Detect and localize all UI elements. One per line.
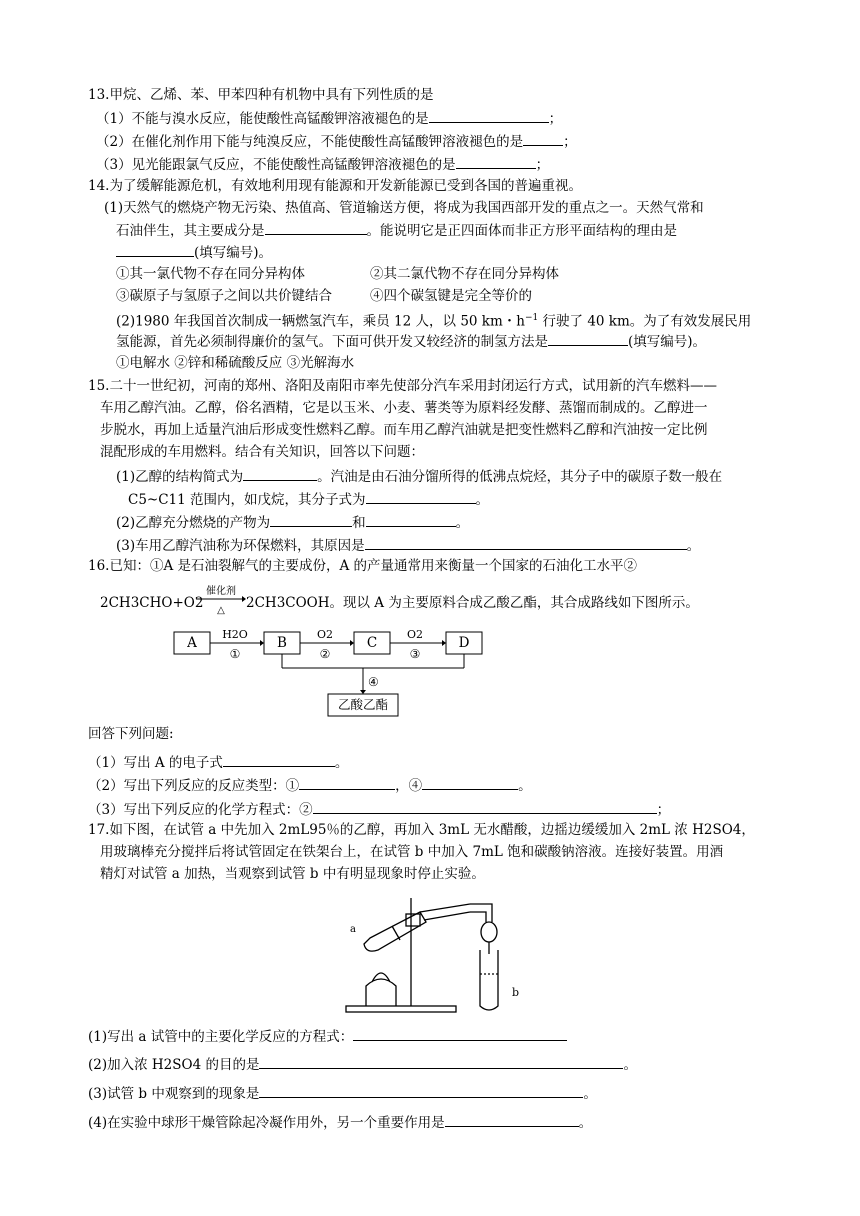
punct: ； bbox=[563, 134, 577, 150]
answer-blank[interactable] bbox=[259, 1083, 583, 1098]
text: 行驶了 40 km。为了有效发展民用 bbox=[538, 313, 752, 330]
reagent-3: O2 bbox=[406, 628, 424, 641]
q16-p2 bbox=[88, 775, 532, 795]
text: ，④ bbox=[395, 778, 423, 794]
reagent-2: O2 bbox=[316, 628, 334, 641]
text: 。汽油是由石油分馏所得的低沸点烷烃，其分子中的碳原子数一般在 bbox=[317, 469, 723, 485]
q15-p3 bbox=[116, 535, 700, 555]
text: C5~C11 范围内，如戊烷，其分子式为 bbox=[128, 492, 366, 508]
answer-blank[interactable] bbox=[243, 466, 317, 481]
answer-blank[interactable] bbox=[429, 108, 549, 123]
answer-blank[interactable] bbox=[223, 752, 335, 767]
q15-line3: 步脱水，再加上适量汽油后形成变性燃料乙醇。而车用乙醇汽油就是把变性燃料乙醇和汽油按一定比例 bbox=[100, 422, 708, 438]
node-ethyl-acetate: 乙酸乙酯 bbox=[337, 697, 388, 712]
text: 石油伴生，其主要成分是 bbox=[116, 223, 265, 239]
q14-p1-line1: (1)天然气的燃烧产物无污染、热值高、管道输送方便，将成为我国西部开发的重点之一。天然气常和 bbox=[104, 200, 704, 216]
answer-blank[interactable] bbox=[313, 799, 657, 814]
q13-title: 13.甲烷、乙烯、苯、甲苯四种有机物中具有下列性质的是 bbox=[88, 87, 434, 103]
text: 氢能源，首先必须制得廉价的氢气。下面可供开发又较经济的制氢方法是 bbox=[116, 334, 548, 350]
node-D: D bbox=[458, 635, 470, 651]
heat-symbol: △ bbox=[217, 605, 225, 616]
text: 。 bbox=[475, 492, 490, 508]
step-3: ③ bbox=[409, 647, 421, 661]
catalyst-label: 催化剂 bbox=[206, 586, 236, 597]
text: (2)加入浓 H2SO4 的目的是 bbox=[88, 1057, 260, 1073]
q14-option3: ③碳原子与氢原子之间以共价键结合 bbox=[116, 288, 332, 304]
q15-line2: 车用乙醇汽油。乙醇，俗名酒精，它是以玉米、小麦、薯类等为原料经发酵、蒸馏而制成的。乙醇进一 bbox=[100, 400, 708, 416]
q17-p3 bbox=[88, 1083, 597, 1103]
q14-option4: ④四个碳氢键是完全等价的 bbox=[370, 288, 532, 304]
q13-part1 bbox=[96, 108, 562, 128]
answer-blank[interactable] bbox=[270, 512, 352, 527]
q15-p1-line1 bbox=[116, 466, 722, 486]
q16-p1 bbox=[88, 752, 348, 772]
text: 。能说明它是正四面体而非正方形平面结构的理由是 bbox=[366, 223, 677, 239]
q17-p4 bbox=[88, 1112, 592, 1132]
text: (1)写出 a 试管中的主要化学反应的方程式： bbox=[88, 1029, 354, 1045]
tube-a-label: a bbox=[350, 924, 356, 935]
text: (填写编号)。 bbox=[628, 334, 707, 350]
punct: ； bbox=[535, 157, 550, 173]
step-4: ④ bbox=[368, 675, 379, 689]
answer-blank[interactable] bbox=[445, 1112, 579, 1127]
q15-p1-line2 bbox=[128, 489, 489, 509]
answer-blank[interactable] bbox=[523, 131, 563, 146]
q16-answer-prompt: 回答下列问题: bbox=[88, 726, 174, 742]
q16-eq-left: 2CH3CHO+O2 bbox=[100, 595, 204, 611]
text: （1）写出 A 的电子式 bbox=[88, 755, 223, 771]
q13-part1-text: （1）不能与溴水反应，能使酸性高锰酸钾溶液褪色的是 bbox=[96, 111, 429, 127]
answer-blank[interactable] bbox=[366, 512, 456, 527]
step-1: ① bbox=[229, 647, 241, 661]
answer-blank[interactable] bbox=[422, 775, 518, 790]
text: (2)乙醇充分燃烧的产物为 bbox=[116, 515, 271, 531]
answer-blank[interactable] bbox=[353, 1026, 567, 1041]
q16-p3 bbox=[88, 799, 670, 819]
answer-blank[interactable] bbox=[456, 154, 536, 169]
text: 。 bbox=[334, 755, 349, 771]
superscript: −1 bbox=[524, 313, 539, 323]
text: 和 bbox=[352, 515, 366, 531]
q14-title: 14.为了缓解能源危机，有效地利用现有能源和开发新能源已受到各国的普遍重视。 bbox=[88, 178, 582, 194]
text: (3)车用乙醇汽油称为环保燃料，其原因是 bbox=[116, 538, 365, 554]
tube-b-label: b bbox=[512, 986, 520, 999]
q14-p1-line3 bbox=[116, 242, 272, 262]
answer-blank[interactable] bbox=[366, 489, 476, 504]
q14-p2-options: ①电解水 ②锌和稀硫酸反应 ③光解海水 bbox=[116, 355, 355, 371]
esterification-apparatus-illustration bbox=[336, 888, 536, 1018]
answer-blank[interactable] bbox=[548, 331, 628, 346]
q14-p2-line2 bbox=[116, 331, 706, 351]
q17-line2: 用玻璃棒充分搅拌后将试管固定在铁架台上，在试管 b 中加入 7mL 饱和碳酸钠溶液。连接好装置。用酒 bbox=[100, 844, 724, 860]
q14-option1: ①其一氯代物不存在同分异构体 bbox=[116, 266, 305, 282]
q17-p1 bbox=[88, 1026, 567, 1046]
q17-line3: 精灯对试管 a 加热，当观察到试管 b 中有明显现象时停止实验。 bbox=[100, 866, 485, 882]
q15-line4: 混配形成的车用燃料。结合有关知识，回答以下问题： bbox=[100, 444, 424, 460]
text: 。 bbox=[578, 1115, 593, 1131]
q13-part3-text: （3）见光能跟氯气反应，不能使酸性高锰酸钾溶液褪色的是 bbox=[96, 157, 456, 173]
answer-blank[interactable] bbox=[365, 535, 687, 550]
text: （3）写出下列反应的化学方程式：② bbox=[88, 802, 313, 818]
text: 。 bbox=[686, 538, 701, 554]
q13-part3 bbox=[96, 154, 549, 174]
text: 。 bbox=[518, 778, 532, 794]
reagent-1: H2O bbox=[222, 628, 248, 641]
q15-p2 bbox=[116, 512, 469, 532]
text: (3)试管 b 中观察到的现象是 bbox=[88, 1086, 260, 1102]
text: (4)在实验中球形干燥管除起冷凝作用外，另一个重要作用是 bbox=[88, 1115, 445, 1131]
q13-part2 bbox=[96, 131, 577, 151]
q14-p1-line2 bbox=[116, 220, 677, 240]
node-C: C bbox=[366, 635, 378, 651]
node-B: B bbox=[277, 635, 287, 651]
q16-eq-right: 2CH3COOH。现以 A 为主要原料合成乙酸乙酯，其合成路线如下图所示。 bbox=[246, 595, 699, 611]
answer-blank[interactable] bbox=[116, 242, 194, 257]
punct: ； bbox=[548, 111, 563, 127]
q13-part2-text: （2）在催化剂作用下能与纯溴反应，不能使酸性高锰酸钾溶液褪色的是 bbox=[96, 134, 524, 150]
text: （2）写出下列反应的反应类型：① bbox=[88, 778, 300, 794]
node-A: A bbox=[187, 635, 197, 651]
answer-blank[interactable] bbox=[299, 775, 395, 790]
q14-p2-line1 bbox=[116, 309, 751, 331]
q14-option2: ②其二氯代物不存在同分异构体 bbox=[370, 266, 559, 282]
text: (2)1980 年我国首次制成一辆燃氢汽车，乘员 12 人，以 50 km・h bbox=[116, 313, 525, 330]
step-2: ② bbox=[319, 647, 331, 661]
text: ； bbox=[656, 802, 671, 818]
q17-line1: 17.如下图，在试管 a 中先加入 2mL95％的乙醇，再加入 3mL 无水醋酸，边摇边缓缓加入 2mL 浓 H2SO4， bbox=[88, 822, 755, 838]
text: (1)乙醇的结构简式为 bbox=[116, 469, 244, 485]
q16-line1: 16.已知：①A 是石油裂解气的主要成份，A 的产量通常用来衡量一个国家的石油化工水平② bbox=[88, 558, 638, 574]
answer-blank[interactable] bbox=[259, 1054, 623, 1069]
text: (填写编号)。 bbox=[194, 245, 273, 261]
text: 。 bbox=[583, 1086, 597, 1102]
text: 。 bbox=[623, 1057, 637, 1073]
answer-blank[interactable] bbox=[265, 220, 367, 235]
text: 。 bbox=[455, 515, 470, 531]
q17-p2 bbox=[88, 1054, 637, 1074]
q15-line1: 15.二十一世纪初，河南的郑州、洛阳及南阳市率先使部分汽车采用封闭运行方式，试用新的汽车燃料—— bbox=[88, 378, 717, 394]
